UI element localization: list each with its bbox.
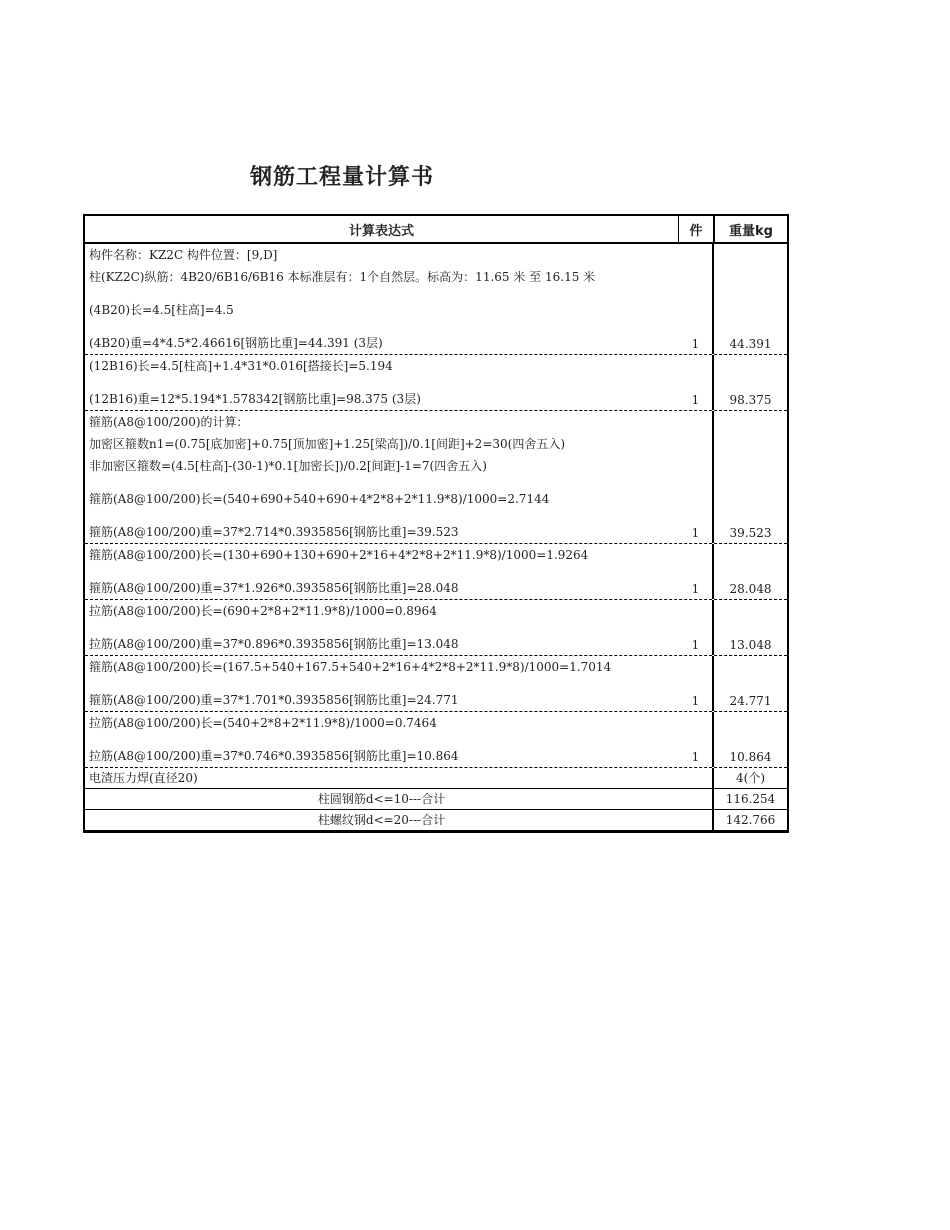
summary-value: 116.254 bbox=[712, 789, 787, 809]
calc-quantity: 1 bbox=[691, 337, 700, 351]
calc-expression bbox=[85, 544, 678, 599]
spacer bbox=[89, 288, 678, 299]
calc-quantity: 1 bbox=[691, 526, 700, 540]
calc-expression bbox=[85, 411, 678, 543]
header-weight: 重量kg bbox=[713, 216, 787, 242]
header-expression: 计算表达式 bbox=[348, 223, 414, 239]
summary-label: 柱螺纹钢d<=20---合计 bbox=[317, 813, 446, 827]
calc-line: 箍筋(A8@100/200)长=(130+690+130+690+2*16+4*2*8+2*11.9*8)/1000=1.9264 bbox=[89, 548, 589, 562]
calc-line: 箍筋(A8@100/200)重=37*2.714*0.3935856[钢筋比重]=39.523 bbox=[89, 525, 459, 539]
calc-quantity: 1 bbox=[691, 638, 700, 652]
calc-line: 拉筋(A8@100/200)重=37*0.896*0.3935856[钢筋比重]=13.048 bbox=[89, 637, 459, 651]
summary-row bbox=[85, 768, 787, 789]
calc-expression bbox=[85, 355, 678, 410]
summary-label: 电渣压力焊(直径20) bbox=[89, 771, 198, 785]
summary-value: 142.766 bbox=[712, 810, 787, 830]
calc-weight: 24.771 bbox=[712, 656, 787, 711]
calc-weight: 10.864 bbox=[712, 712, 787, 767]
spacer bbox=[89, 477, 678, 488]
calc-line: 箍筋(A8@100/200)长=(540+690+540+690+4*2*8+2*11.9*8)/1000=2.7144 bbox=[89, 492, 550, 506]
spacer bbox=[89, 734, 678, 745]
calc-line: 拉筋(A8@100/200)长=(690+2*8+2*11.9*8)/1000=0.8964 bbox=[89, 604, 437, 618]
summary-quantity bbox=[678, 789, 712, 809]
summary-label: 柱圆钢筋d<=10---合计 bbox=[317, 792, 446, 806]
calc-block bbox=[85, 411, 787, 544]
calc-line: 非加密区箍数=(4.5[柱高]-(30-1)*0.1[加密长])/0.2[间距]-1=7(四舍五入) bbox=[89, 459, 487, 473]
calc-block bbox=[85, 244, 787, 355]
calc-weight: 98.375 bbox=[712, 355, 787, 410]
calc-block bbox=[85, 712, 787, 768]
calc-quantity: 1 bbox=[691, 694, 700, 708]
spacer bbox=[89, 566, 678, 577]
spacer bbox=[89, 377, 678, 388]
calc-block bbox=[85, 656, 787, 712]
spacer bbox=[89, 321, 678, 332]
calc-block bbox=[85, 355, 787, 411]
calc-line: (4B20)重=4*4.5*2.46616[钢筋比重]=44.391 (3层) bbox=[89, 336, 383, 350]
calc-line: 拉筋(A8@100/200)重=37*0.746*0.3935856[钢筋比重]=10.864 bbox=[89, 749, 459, 763]
calc-expression bbox=[85, 600, 678, 655]
calc-quantity: 1 bbox=[691, 750, 700, 764]
calc-weight: 39.523 bbox=[712, 411, 787, 543]
calc-expression bbox=[85, 656, 678, 711]
calc-expression bbox=[85, 712, 678, 767]
table-header bbox=[85, 216, 787, 244]
spacer bbox=[89, 510, 678, 521]
header-quantity: 件 bbox=[678, 216, 713, 242]
calc-line: 箍筋(A8@100/200)长=(167.5+540+167.5+540+2*16+4*2*8+2*11.9*8)/1000=1.7014 bbox=[89, 660, 612, 674]
calc-line: 拉筋(A8@100/200)长=(540+2*8+2*11.9*8)/1000=0.7464 bbox=[89, 716, 437, 730]
calc-line: 构件名称：KZ2C 构件位置：[9,D] bbox=[89, 248, 278, 262]
calc-line: (12B16)重=12*5.194*1.578342[钢筋比重]=98.375 (3层) bbox=[89, 392, 421, 406]
calc-line: (12B16)长=4.5[柱高]+1.4*31*0.016[搭接长]=5.194 bbox=[89, 359, 393, 373]
calc-line: 柱(KZ2C)纵筋：4B20/6B16/6B16 本标准层有：1个自然层。标高为：11.65 米 至 16.15 米 bbox=[89, 270, 596, 284]
calc-expression bbox=[85, 244, 678, 354]
calc-line: 加密区箍数n1=(0.75[底加密]+0.75[顶加密]+1.25[梁高])/0.1[间距]+2=30(四舍五入) bbox=[89, 437, 566, 451]
calc-line: 箍筋(A8@100/200)重=37*1.926*0.3935856[钢筋比重]=28.048 bbox=[89, 581, 459, 595]
calculation-table bbox=[83, 214, 789, 833]
calc-line: 箍筋(A8@100/200)重=37*1.701*0.3935856[钢筋比重]=24.771 bbox=[89, 693, 459, 707]
calc-line: (4B20)长=4.5[柱高]=4.5 bbox=[89, 303, 234, 317]
summary-quantity bbox=[678, 810, 712, 830]
calc-quantity: 1 bbox=[691, 582, 700, 596]
summary-value: 4(个) bbox=[712, 768, 787, 788]
spacer bbox=[89, 622, 678, 633]
summary-row bbox=[85, 810, 787, 831]
calc-weight: 13.048 bbox=[712, 600, 787, 655]
calculation-blocks bbox=[85, 244, 787, 768]
summary-rows bbox=[85, 768, 787, 833]
spacer bbox=[89, 678, 678, 689]
calc-weight: 44.391 bbox=[712, 244, 787, 354]
calc-line: 箍筋(A8@100/200)的计算： bbox=[89, 415, 249, 429]
calc-quantity: 1 bbox=[691, 393, 700, 407]
calc-block bbox=[85, 600, 787, 656]
page-title: 钢筋工程量计算书 bbox=[250, 165, 435, 190]
summary-row bbox=[85, 789, 787, 810]
summary-quantity bbox=[678, 768, 712, 788]
calc-weight: 28.048 bbox=[712, 544, 787, 599]
calc-block bbox=[85, 544, 787, 600]
